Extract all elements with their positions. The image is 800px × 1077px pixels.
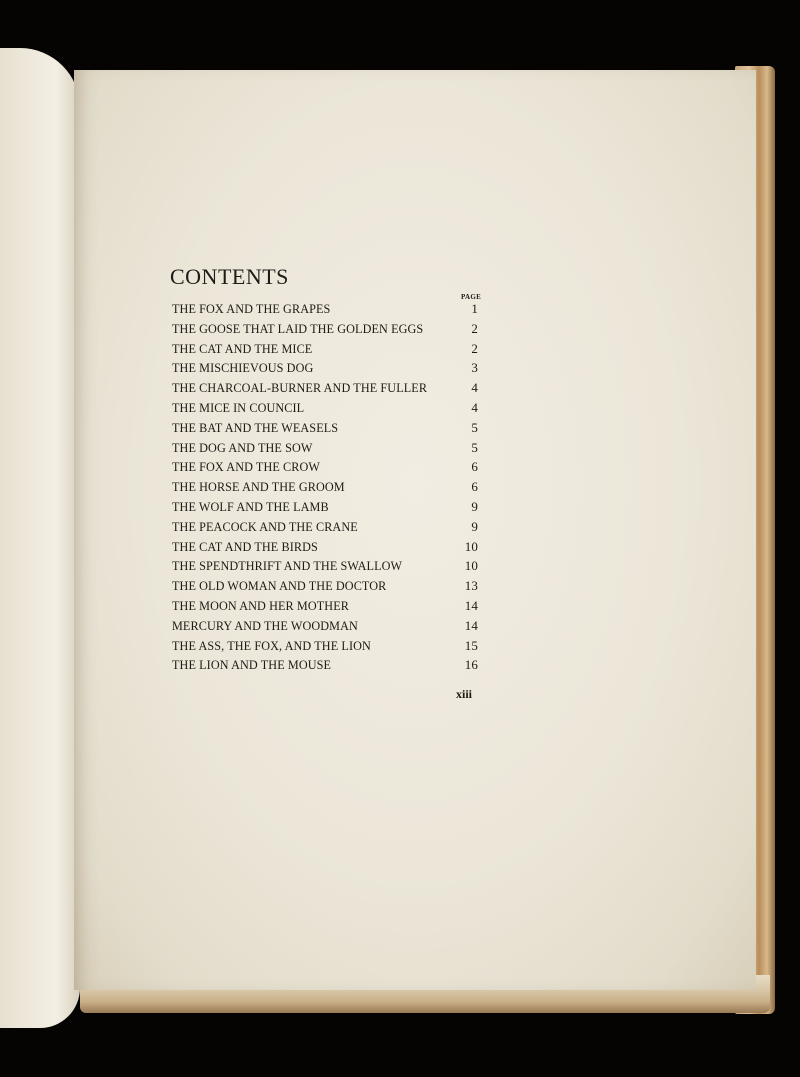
contents-entry [172, 420, 478, 440]
entry-page: 9 [471, 498, 478, 514]
contents-heading: CONTENTS [170, 264, 289, 289]
page-column-label: PAGE [461, 293, 482, 301]
entry-page: 2 [471, 320, 478, 336]
entry-page: 13 [464, 578, 478, 594]
contents-entry [172, 558, 478, 578]
contents-entry [172, 519, 478, 539]
entry-title: THE CAT AND THE BIRDS [172, 539, 318, 554]
entry-page: 1 [471, 301, 478, 316]
contents-entry [172, 479, 478, 499]
entry-title: THE BAT AND THE WEASELS [172, 420, 339, 435]
entry-title: THE MISCHIEVOUS DOG [172, 361, 314, 376]
entry-page: 14 [464, 617, 478, 633]
entry-page: 3 [471, 360, 478, 376]
contents-entry [172, 321, 478, 341]
contents-entry [172, 598, 478, 618]
entry-page: 2 [471, 340, 478, 356]
entry-page: 16 [464, 657, 478, 673]
contents-entry [172, 618, 478, 638]
entry-page: 6 [471, 459, 478, 475]
contents-entry [172, 638, 478, 658]
entry-page: 14 [464, 597, 478, 613]
facing-page [0, 48, 80, 1028]
entry-title: THE MOON AND HER MOTHER [172, 598, 349, 613]
contents-entry [172, 400, 478, 420]
entry-page: 5 [471, 439, 478, 455]
contents-entry [172, 578, 478, 598]
entry-title: THE WOLF AND THE LAMB [172, 499, 329, 514]
entry-page: 6 [471, 479, 478, 495]
entry-page: 9 [471, 518, 478, 534]
entry-page: 4 [471, 399, 478, 415]
page-folio: xiii [456, 687, 473, 701]
entry-title: THE MICE IN COUNCIL [172, 400, 305, 415]
contents-entry [172, 380, 478, 400]
entry-title: THE CAT AND THE MICE [172, 341, 313, 356]
entry-title: THE PEACOCK AND THE CRANE [172, 519, 358, 534]
entry-page: 4 [471, 380, 478, 396]
table-of-contents [170, 263, 482, 701]
entry-page: 5 [471, 419, 478, 435]
entry-title: THE HORSE AND THE GROOM [172, 480, 345, 495]
contents-entry [172, 341, 478, 361]
entry-title: MERCURY AND THE WOODMAN [172, 618, 358, 633]
contents-entry [172, 539, 478, 559]
entry-title: THE LION AND THE MOUSE [172, 658, 332, 673]
entry-title: THE OLD WOMAN AND THE DOCTOR [172, 579, 387, 594]
contents-entry [172, 459, 478, 479]
contents-entry [172, 440, 478, 460]
entry-title: THE SPENDTHRIFT AND THE SWALLOW [172, 559, 403, 574]
contents-entry [172, 499, 478, 519]
entry-page: 15 [464, 637, 478, 653]
contents-entry [172, 360, 478, 380]
entry-title: THE DOG AND THE SOW [172, 440, 313, 455]
entry-title: THE ASS, THE FOX, AND THE LION [172, 638, 371, 653]
entry-title: THE FOX AND THE CROW [172, 460, 321, 475]
entry-page: 10 [464, 558, 478, 574]
entry-page: 10 [464, 538, 478, 554]
contents-entry [172, 657, 478, 677]
entry-title: THE CHARCOAL-BURNER AND THE FULLER [172, 381, 428, 396]
contents-entry [172, 301, 478, 321]
contents-list [172, 301, 478, 677]
entry-title: THE FOX AND THE GRAPES [172, 302, 331, 316]
entry-title: THE GOOSE THAT LAID THE GOLDEN EGGS [172, 321, 424, 336]
